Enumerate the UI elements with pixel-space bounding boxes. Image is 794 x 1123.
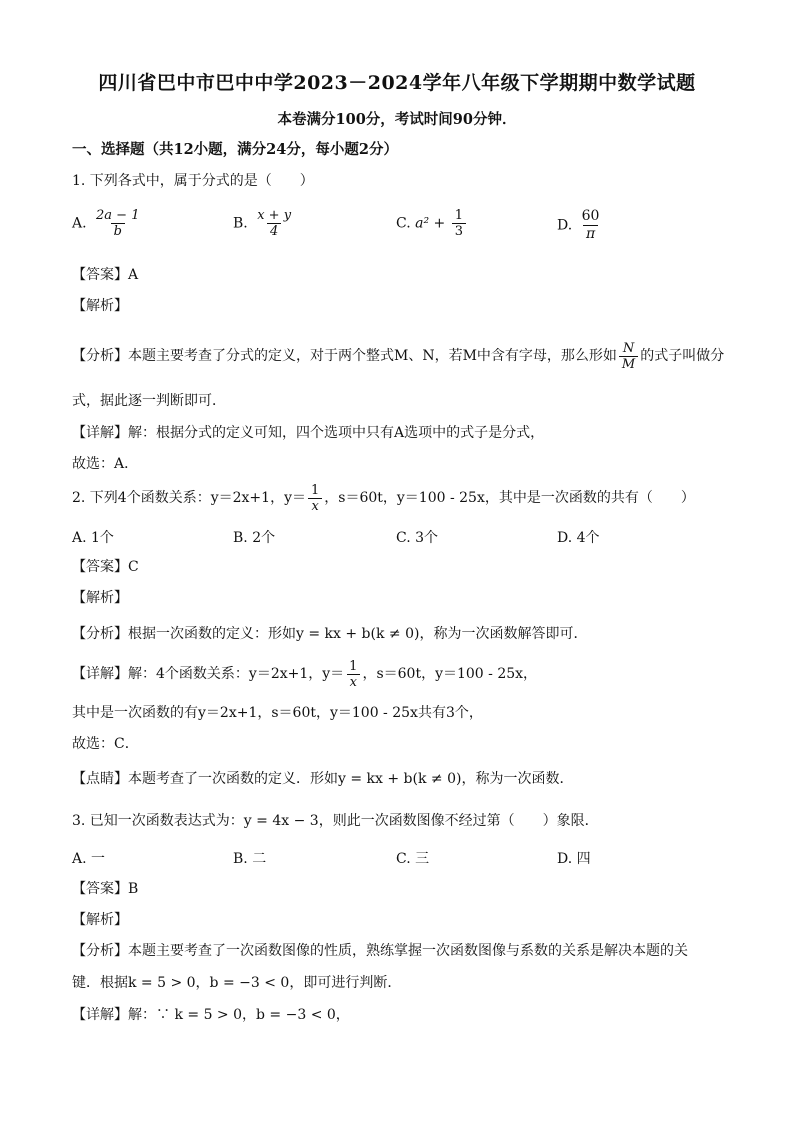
q1-fenxi-denominator: M: [619, 356, 638, 372]
q1-fenxi-fraction: [619, 341, 638, 372]
q2-option-d: D. 4个: [557, 530, 600, 546]
q2-xiangjie-denominator: x: [347, 674, 360, 690]
q2-answer: 【答案】C: [72, 559, 139, 575]
q2-option-b: B. 2个: [233, 530, 276, 546]
q1-stem: 1. 下列各式中，属于分式的是（ ）: [72, 173, 314, 189]
q2-dianjing: 【点睛】本题考查了一次函数的定义．形如y = kx + b(k ≠ 0)，称为一次函数．: [72, 771, 574, 787]
q1-option-c-prefix: a² +: [415, 215, 446, 232]
q1-option-a: [72, 208, 144, 239]
q1-option-a-denominator: b: [111, 223, 125, 239]
q1-option-d: [557, 208, 604, 243]
q1-option-c-denominator: 3: [452, 223, 466, 239]
q3-option-b: B. 二: [233, 851, 267, 867]
q2-option-c: C. 3个: [396, 530, 439, 546]
q3-option-a: A. 一: [72, 851, 106, 867]
q2-xiangjie-text-b: ，s＝60t，y＝100 - 25x，: [362, 666, 538, 682]
section-heading: 一、选择题（共12小题，满分24分，每小题2分）: [72, 141, 398, 158]
q2-stem-numerator: 1: [310, 482, 320, 498]
q2-stem-text-b: ，s＝60t，y＝100 - 25x，其中是一次函数的共有（ ）: [324, 490, 695, 506]
q2-fenxi: 【分析】根据一次函数的定义：形如y = kx + b(k ≠ 0)，称为一次函数解答即可．: [72, 626, 588, 642]
q2-xiangjie-line2: 其中是一次函数的有y＝2x+1，s＝60t，y＝100 - 25x共有3个，: [72, 705, 483, 721]
q1-option-d-denominator: π: [583, 225, 598, 243]
page-title: 四川省巴中市巴中中学2023－2024学年八年级下学期期中数学试题: [98, 72, 696, 94]
q1-fenxi-text-b: 的式子叫做分: [640, 348, 725, 364]
q1-option-a-label: A.: [72, 215, 87, 232]
q1-option-d-label: D.: [557, 217, 573, 234]
q3-option-d: D. 四: [557, 851, 591, 867]
q2-xiangjie-fraction: [346, 659, 360, 690]
q3-option-c: C. 三: [396, 851, 430, 867]
q1-xiangjie: 【详解】解：根据分式的定义可知，四个选项中只有A选项中的式子是分式，: [72, 425, 545, 441]
q1-option-d-fraction: [579, 208, 603, 243]
q1-guxuan: 故选：A．: [72, 456, 139, 472]
q2-analysis-tag: 【解析】: [72, 590, 128, 606]
q1-option-d-numerator: 60: [581, 208, 600, 224]
q2-stem: [72, 478, 695, 518]
q1-fenxi-continuation: 式，据此逐一判断即可．: [72, 393, 226, 409]
q1-option-b-denominator: 4: [267, 223, 281, 239]
q1-fenxi-numerator: N: [622, 340, 635, 356]
q1-option-c-fraction: [452, 208, 466, 239]
q2-xiangjie: [72, 654, 537, 694]
q1-fenxi: [72, 336, 724, 376]
q3-answer: 【答案】B: [72, 881, 139, 897]
q1-option-c-label: C.: [396, 215, 411, 232]
q2-stem-denominator: x: [308, 498, 321, 514]
q3-xiangjie: 【详解】解：∵ k = 5 > 0，b = −3 < 0，: [72, 1007, 350, 1023]
q1-option-b-numerator: x + y: [257, 208, 292, 223]
q1-analysis-tag: 【解析】: [72, 298, 128, 314]
exam-subtitle: 本卷满分100分，考试时间90分钟．: [277, 111, 517, 128]
q1-fenxi-text-a: 【分析】本题主要考查了分式的定义，对于两个整式M、N，若M中含有字母，那么形如: [72, 348, 617, 364]
q3-stem: 3. 已知一次函数表达式为：y = 4x − 3，则此一次函数图像不经过第（ ）象限．: [72, 813, 599, 829]
q1-option-a-fraction: [93, 208, 142, 239]
q2-guxuan: 故选：C．: [72, 736, 139, 752]
q1-option-b-label: B.: [233, 215, 248, 232]
q3-fenxi-line1: 【分析】本题主要考查了一次函数图像的性质，熟练掌握一次函数图像与系数的关系是解决本题的关: [72, 943, 688, 959]
q2-option-a: A. 1个: [72, 530, 114, 546]
q1-option-b-fraction: [254, 208, 294, 239]
q3-fenxi-line2: 键．根据k = 5 > 0，b = −3 < 0，即可进行判断．: [72, 975, 402, 991]
q1-option-b: [233, 208, 296, 239]
q2-xiangjie-text-a: 【详解】解：4个函数关系：y＝2x+1，y＝: [72, 666, 345, 682]
q2-stem-fraction: [308, 483, 322, 514]
q1-option-c: [396, 208, 468, 239]
q3-analysis-tag: 【解析】: [72, 912, 128, 928]
q2-stem-text-a: 2. 下列4个函数关系：y＝2x+1，y＝: [72, 490, 306, 506]
q1-option-a-numerator: 2a − 1: [96, 208, 140, 223]
q1-answer: 【答案】A: [72, 267, 139, 283]
q2-xiangjie-numerator: 1: [349, 658, 358, 674]
q1-option-c-numerator: 1: [454, 208, 463, 223]
